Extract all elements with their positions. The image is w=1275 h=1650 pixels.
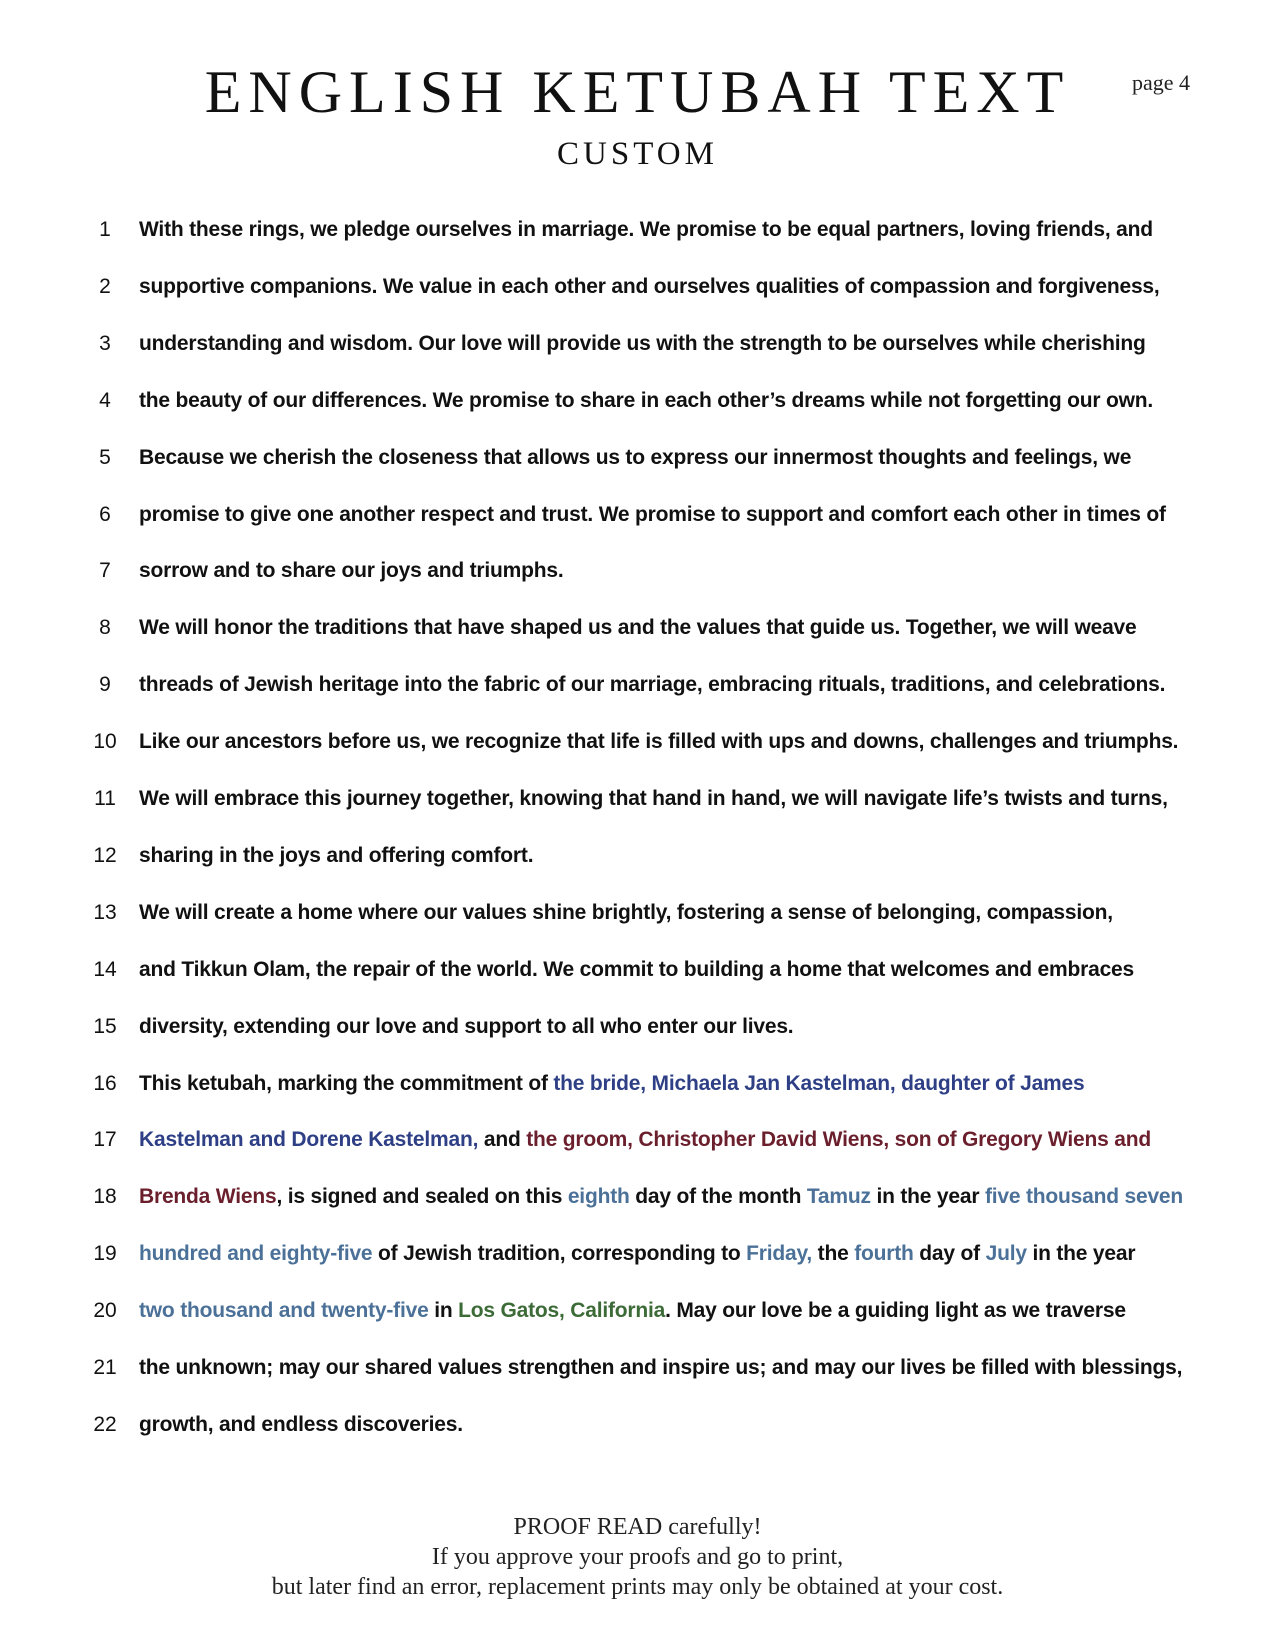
line-text-segment: supportive companions. We value in each other and ourselves qualities of compassion and forgiveness,: [139, 274, 1160, 298]
line-text-segment: Because we cherish the closeness that allows us to express our innermost thoughts and feelings, we: [139, 445, 1132, 469]
line-text: [139, 779, 1168, 819]
line-number: 14: [93, 957, 117, 981]
highlighted-text-maroon: Brenda Wiens: [139, 1185, 277, 1209]
line-text-segment: promise to give one another respect and trust. We promise to support and comfort each other in times of: [139, 502, 1166, 526]
line-text-segment: understanding and wisdom. Our love will provide us with the strength to be ourselves while cherishing: [139, 331, 1146, 355]
line-text-segment: We will create a home where our values shine brightly, fostering a sense of belonging, compassion,: [139, 900, 1113, 924]
line-text-segment: the unknown; may our shared values strengthen and inspire us; and may our lives be filled with blessings,: [139, 1356, 1183, 1379]
line-text: [139, 210, 1153, 250]
page-number: page 4: [1131, 70, 1190, 95]
proofread-line-3: but later find an error, replacement prints may only be obtained at your cost.: [271, 1574, 1004, 1600]
line-text-segment: the beauty of our differences. We promise to share in each other’s dreams while not forgetting our own.: [139, 388, 1154, 412]
line-text-segment: and Tikkun Olam, the repair of the world. We commit to building a home that welcomes and embraces: [139, 957, 1135, 981]
highlighted-text-steel: July: [985, 1242, 1027, 1266]
line-text: [139, 324, 1146, 364]
line-text: [139, 551, 564, 591]
line-text-segment: threads of Jewish heritage into the fabric of our marriage, embracing rituals, traditions, and celebrations.: [139, 673, 1166, 697]
text-line: [0, 1234, 1275, 1274]
text-line: [0, 1348, 1275, 1388]
line-text-segment: Like our ancestors before us, we recognize that life is filled with ups and downs, challenges and triumphs.: [139, 730, 1179, 754]
text-line: [0, 267, 1275, 307]
line-text: [139, 665, 1165, 705]
line-text: [139, 722, 1178, 762]
line-text-segment: in the year: [870, 1185, 985, 1209]
line-text-segment: in the year: [1026, 1242, 1136, 1266]
highlighted-text-steel: hundred and eighty-five: [139, 1242, 373, 1266]
line-number: 12: [93, 843, 117, 867]
line-text: [139, 1007, 793, 1047]
text-line: [0, 1064, 1275, 1104]
text-line: [0, 1007, 1275, 1047]
text-line: [0, 381, 1275, 421]
line-number: 1: [99, 218, 111, 241]
line-text-segment: We will honor the traditions that have shaped us and the values that guide us. Together, we will weave: [139, 616, 1137, 640]
line-text: [139, 1291, 1126, 1331]
proofread-line-1: PROOF READ carefully!: [513, 1514, 762, 1540]
highlighted-text-steel: two thousand and twenty-five: [139, 1299, 429, 1323]
line-text: [139, 893, 1113, 933]
line-text-segment: We will embrace this journey together, knowing that hand in hand, we will navigate life’s twists and turns,: [139, 787, 1168, 810]
line-number: 4: [99, 388, 111, 412]
line-number: 11: [94, 787, 116, 810]
line-number: 8: [99, 616, 111, 640]
text-line: [0, 210, 1275, 250]
line-number: 18: [93, 1185, 117, 1209]
line-text-segment: of Jewish tradition, corresponding to: [372, 1242, 747, 1266]
line-text: [139, 1405, 463, 1445]
line-number: 16: [93, 1071, 117, 1095]
line-number: 13: [93, 900, 117, 924]
line-text: [139, 381, 1153, 421]
line-number: 2: [99, 274, 111, 298]
highlighted-text-steel: five thousand seven: [984, 1185, 1184, 1209]
line-text-segment: , is signed and sealed on this: [276, 1185, 568, 1209]
highlighted-text-steel: fourth: [854, 1242, 914, 1266]
line-text-segment: diversity, extending our love and support to all who enter our lives.: [139, 1014, 794, 1038]
text-line: [0, 438, 1275, 478]
line-text-segment: in: [428, 1299, 459, 1323]
line-text: [139, 608, 1137, 648]
line-text-segment: sharing in the joys and offering comfort.: [139, 843, 534, 867]
line-text-segment: sorrow and to share our joys and triumphs.: [139, 559, 564, 583]
line-number: 21: [93, 1356, 117, 1379]
line-text-segment: With these rings, we pledge ourselves in marriage. We promise to be equal partners, loving friends, and: [139, 218, 1153, 241]
line-number: 3: [99, 331, 111, 355]
line-number: 19: [93, 1242, 117, 1266]
text-line: [0, 1291, 1275, 1331]
line-number: 15: [93, 1014, 117, 1038]
line-number: 5: [99, 445, 111, 469]
text-line: [0, 1177, 1275, 1217]
line-text: [139, 1234, 1135, 1274]
line-number: 20: [93, 1299, 117, 1323]
text-line: [0, 1405, 1275, 1445]
proofread-line-2: If you approve your proofs and go to print,: [431, 1544, 844, 1570]
line-text: [139, 836, 533, 876]
page-subtitle: CUSTOM: [557, 136, 718, 172]
highlighted-text-blue: the bride, Michaela Jan Kastelman, daughter of James: [553, 1071, 1085, 1095]
text-line: [0, 722, 1275, 762]
line-text: [139, 267, 1160, 307]
line-number: 10: [93, 730, 117, 754]
line-text: [139, 438, 1131, 478]
line-number: 6: [99, 502, 111, 526]
line-number: 9: [99, 673, 111, 697]
text-line: [0, 495, 1275, 535]
highlighted-text-steel: eighth: [567, 1185, 630, 1209]
page-title: ENGLISH KETUBAH TEXT: [204, 59, 1071, 125]
line-number: 7: [99, 559, 111, 583]
line-text: [139, 1120, 1151, 1160]
text-line: [0, 665, 1275, 705]
line-text-segment: and: [478, 1128, 527, 1152]
text-line: [0, 608, 1275, 648]
highlighted-text-steel: Friday,: [746, 1242, 813, 1266]
line-text-segment: day of: [913, 1242, 986, 1266]
text-line: [0, 324, 1275, 364]
text-line: [0, 779, 1275, 819]
line-text: [139, 950, 1134, 990]
text-line: [0, 893, 1275, 933]
highlighted-text-blue: Kastelman and Dorene Kastelman,: [139, 1128, 479, 1152]
highlighted-text-green: Los Gatos, California: [458, 1299, 666, 1323]
line-text-segment: . May our love be a guiding light as we traverse: [665, 1299, 1126, 1323]
line-number: 22: [93, 1412, 117, 1436]
line-number: 17: [93, 1128, 117, 1152]
line-text: [139, 1348, 1182, 1388]
text-line: [0, 836, 1275, 876]
highlighted-text-steel: Tamuz: [806, 1185, 871, 1209]
line-text: [139, 1177, 1183, 1217]
text-line: [0, 1120, 1275, 1160]
line-text-segment: day of the month: [629, 1185, 807, 1209]
line-text: [139, 1064, 1085, 1104]
line-text-segment: growth, and endless discoveries.: [139, 1412, 463, 1436]
line-text-segment: This ketubah, marking the commitment of: [139, 1071, 554, 1095]
line-text: [139, 495, 1166, 535]
line-text-segment: the: [812, 1242, 855, 1266]
highlighted-text-maroon: the groom, Christopher David Wiens, son of Gregory Wiens and: [526, 1128, 1151, 1152]
text-line: [0, 950, 1275, 990]
proofread-notice: [0, 1512, 1275, 1602]
text-line: [0, 551, 1275, 591]
